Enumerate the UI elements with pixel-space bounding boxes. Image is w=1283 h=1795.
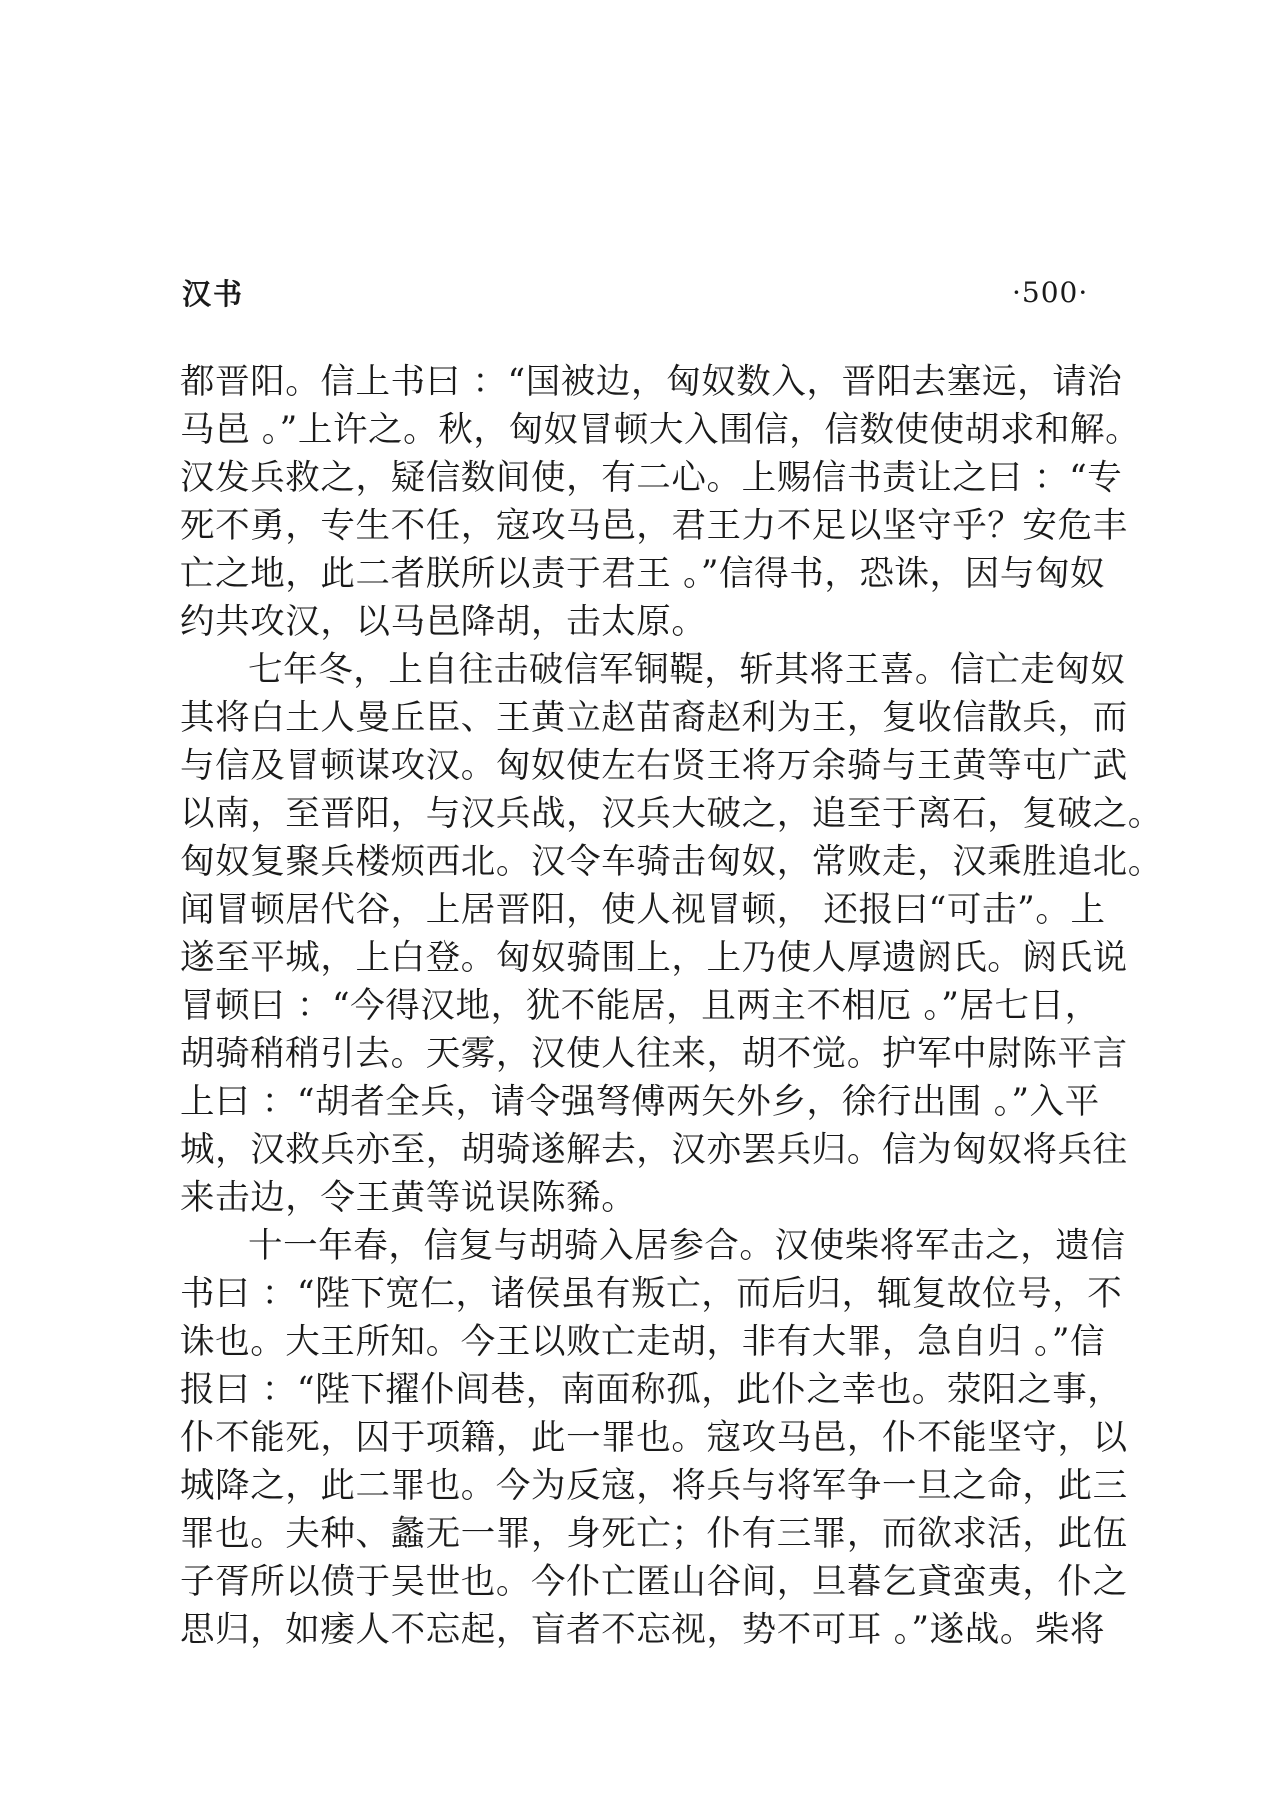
- text-line: 城，汉救兵亦至，胡骑遂解去，汉亦罢兵归。信为匈奴将兵往: [180, 1130, 1128, 1170]
- text-line: 子胥所以偾于吴世也。今仆亡匿山谷间，旦暮乞貣蛮夷，仆之: [180, 1562, 1128, 1602]
- text-line: 仆不能死，囚于项籍，此一罪也。寇攻马邑，仆不能坚守，以: [180, 1418, 1128, 1458]
- paragraph-first-line: 十一年春，信复与胡骑入居参合。汉使柴将军击之，遗信: [248, 1226, 1126, 1266]
- text-line: 报曰 ：“陛下擢仆闾巷，南面称孤，此仆之幸也。荥阳之事，: [180, 1370, 1123, 1410]
- page-number: ·500·: [1012, 276, 1089, 309]
- text-line: 上曰 ：“胡者全兵，请令强弩傅两矢外乡，徐行出围 。”入平: [180, 1082, 1100, 1122]
- text-line: 书曰 ：“陛下宽仁，诸侯虽有叛亡，而后归，辄复故位号，不: [180, 1274, 1123, 1314]
- text-line: 与信及冒顿谋攻汉。匈奴使左右贤王将万余骑与王黄等屯广武: [180, 746, 1128, 786]
- text-line: 来击边，令王黄等说误陈豨。: [180, 1178, 637, 1218]
- text-line: 冒顿曰 ：“今得汉地，犹不能居，且两主不相厄 。”居七日，: [180, 986, 1100, 1026]
- text-line: 亡之地，此二者朕所以责于君王 。”信得书，恐诛，因与匈奴: [180, 554, 1106, 594]
- text-line: 闻冒顿居代谷，上居晋阳，使人视冒顿， 还报曰“可击”。上: [180, 890, 1106, 930]
- text-line: 以南，至晋阳，与汉兵战，汉兵大破之，追至于离石，复破之。: [180, 794, 1163, 834]
- text-line: 思归，如痿人不忘起，盲者不忘视，势不可耳 。”遂战。柴将: [180, 1610, 1106, 1650]
- text-line: 城降之，此二罪也。今为反寇，将兵与将军争一旦之命，此三: [180, 1466, 1128, 1506]
- text-line: 诛也。大王所知。今王以败亡走胡，非有大罪，急自归 。”信: [180, 1322, 1106, 1362]
- text-line: 都晋阳。信上书曰 ：“国被边，匈奴数入，晋阳去塞远，请治: [180, 362, 1123, 402]
- text-line: 胡骑稍稍引去。天雾，汉使人往来，胡不觉。护军中尉陈平言: [180, 1034, 1128, 1074]
- text-line: 罪也。夫种、蠡无一罪，身死亡；仆有三罪，而欲求活，此伍: [180, 1514, 1128, 1554]
- text-line: 马邑 。”上许之。秋，匈奴冒顿大入围信，信数使使胡求和解。: [180, 410, 1141, 450]
- running-head-title: 汉书: [182, 277, 245, 311]
- paragraph-first-line: 七年冬，上自往击破信军铜鞮，斩其将王喜。信亡走匈奴: [248, 650, 1126, 690]
- body-text: [180, 358, 1163, 1654]
- text-line: 汉发兵救之，疑信数间使，有二心。上赐信书责让之曰 ：“专: [180, 458, 1123, 498]
- text-line: 遂至平城，上白登。匈奴骑围上，上乃使人厚遗阏氏。阏氏说: [180, 938, 1128, 978]
- text-line: 其将白土人曼丘臣、王黄立赵苗裔赵利为王，复收信散兵，而: [180, 698, 1128, 738]
- text-line: 死不勇，专生不任，寇攻马邑，君王力不足以坚守乎？安危丰: [180, 506, 1128, 546]
- text-line: 匈奴复聚兵楼烦西北。汉令车骑击匈奴，常败走，汉乘胜追北。: [180, 842, 1163, 882]
- text-line: 约共攻汉，以马邑降胡，击太原。: [180, 602, 707, 642]
